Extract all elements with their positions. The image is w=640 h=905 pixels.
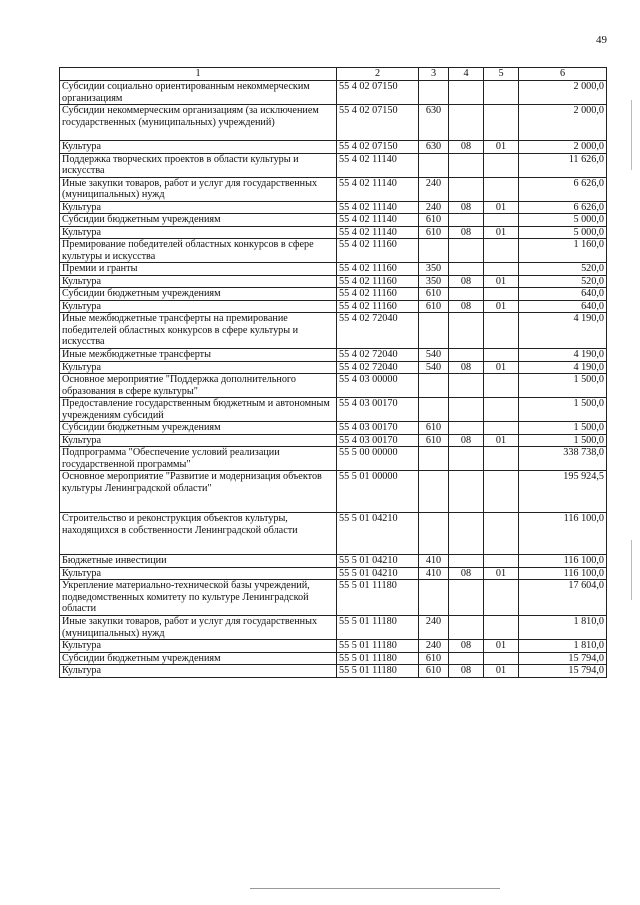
row-expense-type [419,447,449,471]
row-expense-type [419,239,449,263]
row-section [449,513,484,555]
row-target-code: 55 4 02 11160 [337,275,419,288]
row-expense-type [419,313,449,349]
row-subsection: 01 [484,434,519,447]
row-amount: 640,0 [519,300,607,313]
row-target-code: 55 4 02 11140 [337,226,419,239]
row-expense-type: 610 [419,422,449,435]
row-section [449,239,484,263]
row-target-code: 55 5 00 00000 [337,447,419,471]
row-target-code: 55 4 02 11140 [337,177,419,201]
row-amount: 520,0 [519,263,607,276]
row-target-code: 55 4 02 07150 [337,141,419,154]
header-col-1: 1 [60,68,337,81]
bottom-scan-line [250,888,500,889]
header-col-5: 5 [484,68,519,81]
row-subsection: 01 [484,300,519,313]
row-expense-type: 610 [419,665,449,678]
table-row [60,177,607,201]
row-subsection [484,555,519,568]
row-section [449,447,484,471]
row-expense-type: 350 [419,263,449,276]
row-expense-type [419,398,449,422]
table-row [60,226,607,239]
row-subsection [484,313,519,349]
table-row [60,275,607,288]
row-expense-type: 610 [419,434,449,447]
row-amount: 116 100,0 [519,555,607,568]
row-subsection: 01 [484,275,519,288]
row-amount: 4 190,0 [519,361,607,374]
row-amount: 1 160,0 [519,239,607,263]
table-row [60,374,607,398]
row-section [449,81,484,105]
row-target-code: 55 4 02 11160 [337,263,419,276]
row-description: Субсидии некоммерческим организациям (за исключением государственных (муниципальных) учреждений) [60,105,337,141]
row-subsection [484,471,519,513]
row-expense-type: 240 [419,201,449,214]
row-amount: 6 626,0 [519,177,607,201]
row-subsection [484,422,519,435]
table-row [60,300,607,313]
row-section [449,471,484,513]
row-description: Субсидии бюджетным учреждениям [60,214,337,227]
table-row [60,239,607,263]
row-amount: 17 604,0 [519,580,607,616]
row-target-code: 55 5 01 11180 [337,640,419,653]
row-section: 08 [449,275,484,288]
row-section: 08 [449,300,484,313]
row-subsection [484,513,519,555]
row-description: Культура [60,665,337,678]
edge-scan-mark [631,100,632,170]
row-subsection [484,105,519,141]
row-target-code: 55 5 01 04210 [337,513,419,555]
row-section [449,652,484,665]
row-section [449,263,484,276]
row-amount: 4 190,0 [519,313,607,349]
row-amount: 116 100,0 [519,513,607,555]
row-section: 08 [449,141,484,154]
header-col-2: 2 [337,68,419,81]
table-row [60,153,607,177]
row-expense-type [419,580,449,616]
row-description: Иные закупки товаров, работ и услуг для государственных (муниципальных) нужд [60,616,337,640]
row-subsection [484,214,519,227]
row-section [449,153,484,177]
row-expense-type [419,471,449,513]
row-subsection [484,177,519,201]
row-description: Основное мероприятие "Развитие и модернизация объектов культуры Ленинградской области" [60,471,337,513]
row-target-code: 55 4 03 00170 [337,434,419,447]
row-subsection [484,153,519,177]
row-description: Иные межбюджетные трансферты [60,349,337,362]
row-description: Культура [60,434,337,447]
row-target-code: 55 4 02 11140 [337,201,419,214]
row-target-code: 55 4 02 11140 [337,214,419,227]
row-target-code: 55 4 02 72040 [337,313,419,349]
row-description: Культура [60,141,337,154]
row-amount: 520,0 [519,275,607,288]
row-target-code: 55 4 02 11160 [337,288,419,301]
table-row [60,288,607,301]
row-target-code: 55 4 02 11140 [337,153,419,177]
table-row [60,398,607,422]
row-description: Субсидии бюджетным учреждениям [60,652,337,665]
row-subsection: 01 [484,665,519,678]
row-section: 08 [449,640,484,653]
row-subsection [484,374,519,398]
table-row [60,513,607,555]
row-description: Культура [60,275,337,288]
row-subsection [484,288,519,301]
row-amount: 5 000,0 [519,214,607,227]
table-row [60,105,607,141]
row-section [449,555,484,568]
row-amount: 15 794,0 [519,652,607,665]
row-section [449,374,484,398]
row-expense-type: 240 [419,177,449,201]
row-section [449,616,484,640]
row-expense-type: 610 [419,652,449,665]
row-target-code: 55 5 01 11180 [337,652,419,665]
row-expense-type: 240 [419,640,449,653]
row-description: Премии и гранты [60,263,337,276]
row-description: Культура [60,567,337,580]
edge-scan-mark [631,540,632,600]
table-row [60,665,607,678]
row-description: Иные закупки товаров, работ и услуг для государственных (муниципальных) нужд [60,177,337,201]
table-row [60,422,607,435]
row-section [449,349,484,362]
row-amount: 195 924,5 [519,471,607,513]
row-subsection [484,616,519,640]
row-subsection [484,447,519,471]
row-target-code: 55 4 03 00170 [337,422,419,435]
header-col-3: 3 [419,68,449,81]
row-description: Субсидии социально ориентированным некоммерческим организациям [60,81,337,105]
row-section [449,422,484,435]
row-amount: 11 626,0 [519,153,607,177]
row-target-code: 55 4 03 00170 [337,398,419,422]
row-amount: 2 000,0 [519,81,607,105]
row-subsection [484,652,519,665]
row-description: Премирование победителей областных конкурсов в сфере культуры и искусства [60,239,337,263]
row-amount: 15 794,0 [519,665,607,678]
row-description: Поддержка творческих проектов в области культуры и искусства [60,153,337,177]
row-target-code: 55 4 03 00000 [337,374,419,398]
row-section [449,288,484,301]
table-row [60,81,607,105]
table-row [60,201,607,214]
row-description: Подпрограмма "Обеспечение условий реализации государственной программы" [60,447,337,471]
row-expense-type [419,81,449,105]
table-row [60,652,607,665]
row-target-code: 55 5 01 00000 [337,471,419,513]
row-amount: 116 100,0 [519,567,607,580]
row-expense-type: 630 [419,105,449,141]
table-row [60,555,607,568]
row-description: Культура [60,640,337,653]
row-amount: 1 500,0 [519,398,607,422]
row-expense-type: 540 [419,361,449,374]
row-expense-type: 610 [419,288,449,301]
table-row [60,349,607,362]
row-section [449,214,484,227]
row-amount: 4 190,0 [519,349,607,362]
row-target-code: 55 5 01 11180 [337,580,419,616]
row-expense-type [419,374,449,398]
row-description: Предоставление государственным бюджетным и автономным учреждениям субсидий [60,398,337,422]
row-description: Строительство и реконструкция объектов культуры, находящихся в собственности Ленинградской области [60,513,337,555]
row-expense-type: 610 [419,214,449,227]
row-section: 08 [449,665,484,678]
row-target-code: 55 5 01 04210 [337,555,419,568]
table-row [60,616,607,640]
row-expense-type: 610 [419,226,449,239]
row-subsection [484,398,519,422]
row-section: 08 [449,226,484,239]
row-description: Субсидии бюджетным учреждениям [60,288,337,301]
row-target-code: 55 5 01 04210 [337,567,419,580]
row-target-code: 55 4 02 07150 [337,105,419,141]
row-target-code: 55 4 02 11160 [337,239,419,263]
row-expense-type [419,153,449,177]
table-row [60,361,607,374]
row-subsection: 01 [484,361,519,374]
row-target-code: 55 4 02 72040 [337,349,419,362]
table-row [60,313,607,349]
row-expense-type [419,513,449,555]
budget-table [59,67,607,678]
table-row [60,567,607,580]
row-section: 08 [449,434,484,447]
row-target-code: 55 5 01 11180 [337,616,419,640]
row-amount: 338 738,0 [519,447,607,471]
row-description: Культура [60,361,337,374]
row-subsection [484,349,519,362]
row-expense-type: 240 [419,616,449,640]
row-description: Иные межбюджетные трансферты на премирование победителей областных конкурсов в сфере культуры и искусства [60,313,337,349]
row-subsection [484,263,519,276]
table-row [60,640,607,653]
row-target-code: 55 5 01 11180 [337,665,419,678]
row-amount: 5 000,0 [519,226,607,239]
row-section: 08 [449,361,484,374]
row-section [449,313,484,349]
row-subsection: 01 [484,567,519,580]
row-amount: 1 500,0 [519,434,607,447]
table-row [60,447,607,471]
row-subsection: 01 [484,226,519,239]
table-row [60,263,607,276]
row-section [449,177,484,201]
row-description: Бюджетные инвестиции [60,555,337,568]
row-expense-type: 630 [419,141,449,154]
row-description: Культура [60,300,337,313]
row-amount: 1 500,0 [519,374,607,398]
row-section: 08 [449,567,484,580]
row-amount: 2 000,0 [519,141,607,154]
row-expense-type: 540 [419,349,449,362]
row-subsection: 01 [484,640,519,653]
header-col-6: 6 [519,68,607,81]
row-section [449,580,484,616]
row-section: 08 [449,201,484,214]
row-amount: 1 810,0 [519,616,607,640]
row-subsection [484,239,519,263]
row-target-code: 55 4 02 11160 [337,300,419,313]
row-description: Культура [60,201,337,214]
row-expense-type: 610 [419,300,449,313]
row-section [449,105,484,141]
table-row [60,580,607,616]
row-target-code: 55 4 02 72040 [337,361,419,374]
row-section [449,398,484,422]
row-subsection: 01 [484,141,519,154]
row-amount: 1 500,0 [519,422,607,435]
table-header-row [60,68,607,81]
row-subsection [484,81,519,105]
row-expense-type: 350 [419,275,449,288]
row-expense-type: 410 [419,567,449,580]
table-row [60,434,607,447]
row-description: Субсидии бюджетным учреждениям [60,422,337,435]
table-row [60,141,607,154]
row-amount: 640,0 [519,288,607,301]
header-col-4: 4 [449,68,484,81]
table-row [60,214,607,227]
row-amount: 1 810,0 [519,640,607,653]
row-description: Укрепление материально-технической базы учреждений, подведомственных комитету по культуре Ленинградской области [60,580,337,616]
row-description: Культура [60,226,337,239]
row-description: Основное мероприятие "Поддержка дополнительного образования в сфере культуры" [60,374,337,398]
row-amount: 2 000,0 [519,105,607,141]
row-expense-type: 410 [419,555,449,568]
table-row [60,471,607,513]
row-amount: 6 626,0 [519,201,607,214]
page-number: 49 [596,34,607,46]
row-target-code: 55 4 02 07150 [337,81,419,105]
row-subsection: 01 [484,201,519,214]
row-subsection [484,580,519,616]
